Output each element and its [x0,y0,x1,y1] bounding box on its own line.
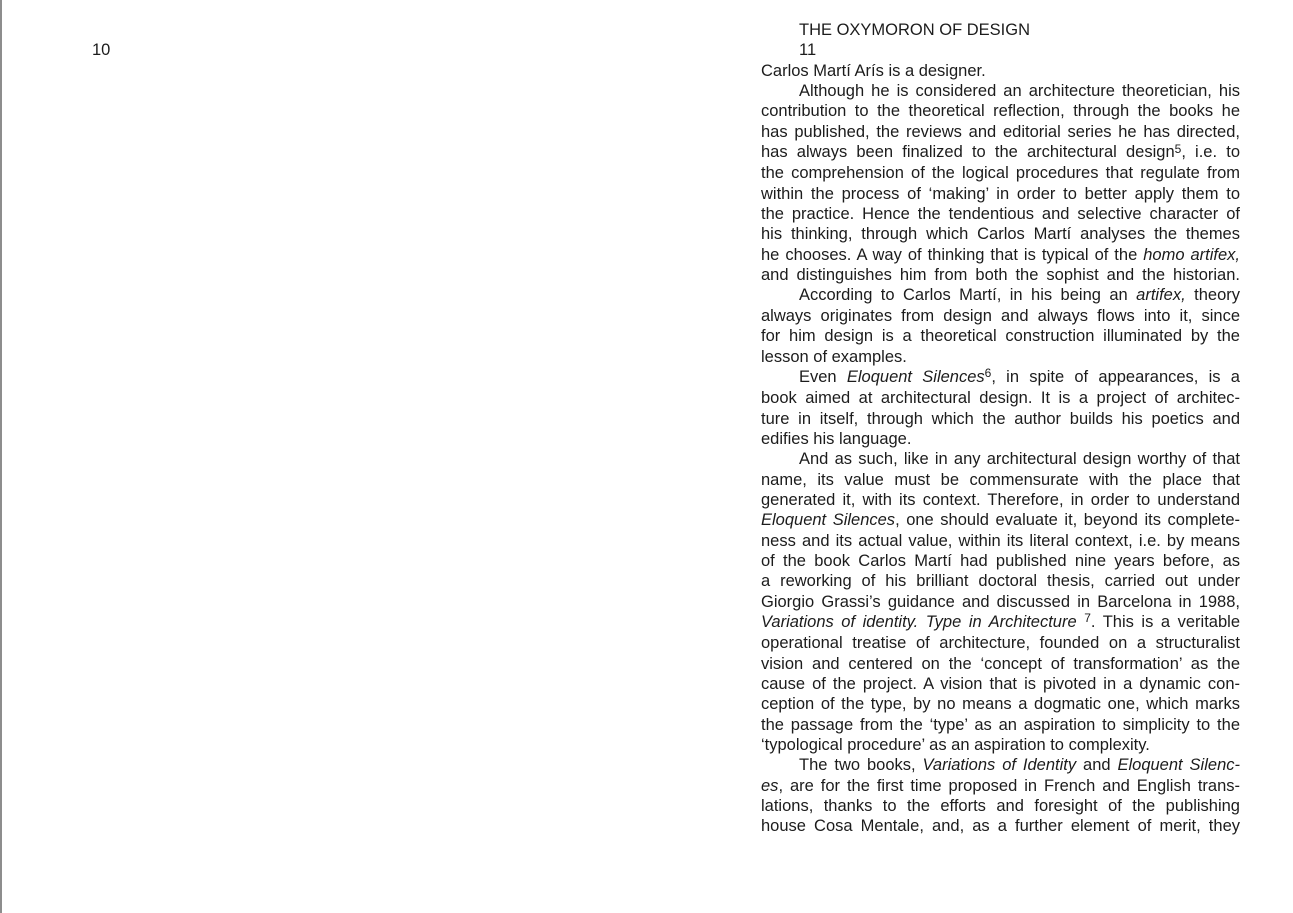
body-text: the practice. Hence the tendentious and selective character of [761,205,1240,224]
text-line [761,715,1240,735]
body-text: lations, thanks to the efforts and foresight of the publishing [761,797,1240,816]
footnote-reference: 7 [1084,611,1091,626]
page-number-left: 10 [92,41,111,59]
body-text: . This is a veritable [1090,612,1240,631]
body-text: Giorgio Grassi’s guidance and discussed in Barcelona in 1988, [761,592,1240,611]
body-text: , one should evaluate it, beyond its complete- [895,511,1240,530]
text-line [761,654,1240,674]
body-text: the comprehension of the logical procedures that regulate from [761,164,1240,183]
text-line [761,674,1240,694]
footnote-reference: 6 [984,366,992,381]
italic-text: es [761,776,779,795]
text-line [761,61,1240,81]
body-text: book aimed at architectural design. It is a project of architec- [761,389,1240,408]
text-line [761,551,1240,571]
body-text: Even [799,367,847,386]
body-text: ture in itself, through which the author builds his poetics and [761,409,1240,428]
italic-text: Eloquent Silenc- [1117,756,1240,775]
body-text: for him design is a theoretical construction illuminated by the [761,327,1240,346]
body-text: generated it, with its context. Therefore, in order to understand [761,490,1240,509]
body-text: theory [1185,286,1240,305]
text-line [761,122,1240,142]
body-text: and distinguishes him from both the sophist and the historian. [761,266,1240,285]
text-line [761,470,1240,490]
text-line [761,163,1240,183]
body-text: And as such, like in any architectural design worthy of that [799,450,1240,469]
text-line [761,409,1240,429]
body-text: name, its value must be commensurate with the place that [761,470,1240,489]
text-line [761,224,1240,244]
body-text: the passage from the ‘type’ as an aspiration to simplicity to the [761,715,1240,734]
text-line [761,285,1240,305]
text-line [761,796,1240,816]
text-line [761,510,1240,530]
text-line [761,367,1240,388]
text-line [761,347,1240,367]
body-text: edifies his language. [761,429,912,448]
body-text: a reworking of his brilliant doctoral thesis, carried out under [761,572,1240,591]
body-text: ness and its actual value, within its literal context, i.e. by means [761,531,1240,550]
text-line [761,101,1240,121]
body-text: house Cosa Mentale, and, as a further element of merit, they [761,817,1240,836]
text-line [761,490,1240,510]
body-text: and [1076,756,1118,775]
body-text: of the book Carlos Martí had published nine years before, as [761,551,1240,570]
body-text: , i.e. to [1181,143,1240,162]
body-text: has published, the reviews and editorial series he has directed, [761,122,1240,141]
text-line [761,776,1240,796]
body-text: vision and centered on the ‘concept of transformation’ as the [761,654,1240,673]
body-text: Carlos Martí Arís is a designer. [761,61,986,80]
italic-text: Variations of identity. Type in Architecture [761,612,1085,631]
italic-text: Eloquent Silences [761,511,896,530]
body-text: cause of the project. A vision that is pivoted in a dynamic con- [761,675,1240,693]
text-line [761,612,1240,633]
italic-text: Variations of Identity [922,756,1077,775]
text-line [761,204,1240,224]
text-line [761,592,1240,612]
body-text: his thinking, through which Carlos Martí analyses the themes [761,225,1240,244]
text-column [761,20,1240,837]
text-line [761,306,1240,326]
paragraphs [761,61,1240,837]
text-line [761,184,1240,204]
body-text: Although he is considered an architecture theoretician, his [799,82,1240,101]
body-text: , are for the first time proposed in French and English trans- [778,776,1240,795]
body-text: contribution to the theoretical reflection, through the books he [761,102,1240,121]
body-text: , in spite of appearances, is a [991,367,1240,386]
text-line [761,388,1240,408]
text-line [761,142,1240,163]
text-line [761,755,1240,775]
text-line [761,245,1240,265]
text-line [761,531,1240,551]
body-text: ‘typological procedure’ as an aspiration to complexity. [761,736,1150,755]
body-text: he chooses. A way of thinking that is typical of the [761,245,1144,264]
footnote-reference: 5 [1174,141,1182,156]
body-text: operational treatise of architecture, founded on a structuralist [761,634,1240,653]
italic-text: Eloquent Silences [846,367,985,386]
body-text: has always been finalized to the architectural design [761,143,1175,162]
page-number-right: 11 [799,41,817,60]
text-line [761,694,1240,714]
text-line [761,326,1240,346]
italic-text: artifex, [1136,286,1186,305]
text-line [761,81,1240,101]
text-line [761,449,1240,469]
text-line [761,265,1240,285]
text-line [761,571,1240,591]
running-title: THE OXYMORON OF DESIGN [799,21,1031,39]
body-text: According to Carlos Martí, in his being an [799,286,1137,305]
text-line [761,816,1240,836]
text-line [761,735,1240,755]
italic-text: homo artifex, [1143,245,1241,264]
body-text: within the process of ‘making’ in order to better apply them to [761,184,1240,203]
body-text: The two books, [799,756,923,775]
page-left-edge-rule [0,0,2,913]
text-line [761,429,1240,449]
body-text: always originates from design and always flows into it, since [761,306,1240,325]
text-line [761,633,1240,653]
body-text: ception of the type, by no means a dogmatic one, which marks [761,695,1240,714]
body-text: lesson of examples. [761,347,907,366]
